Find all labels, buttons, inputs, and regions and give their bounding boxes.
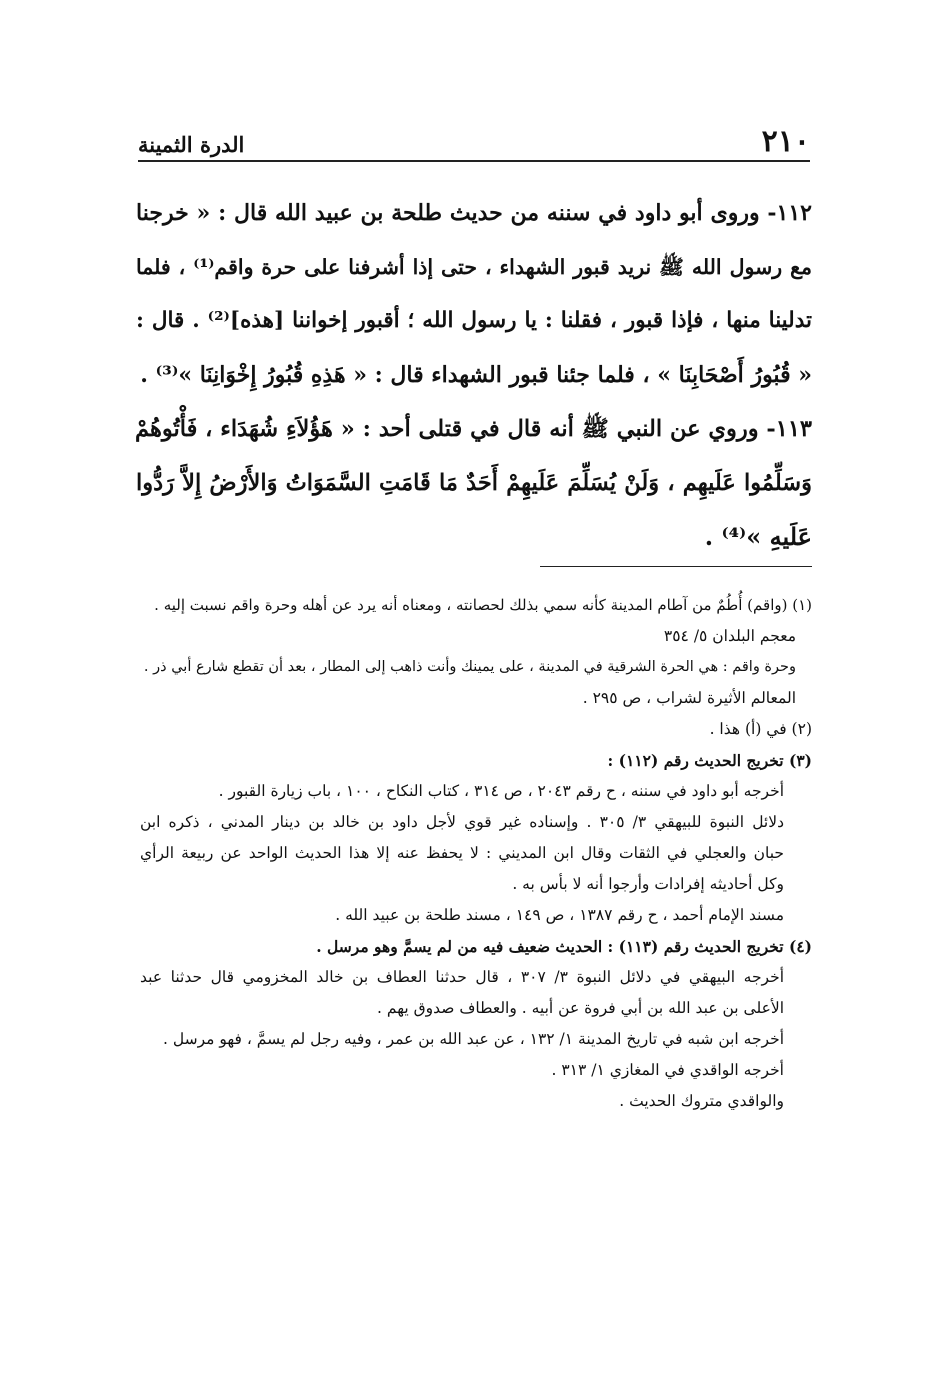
footnote-line: (٢) في (أ) هذا . [709,720,812,738]
footnote-line: حبان والعجلي في الثقات وقال ابن المديني : لا يحفظ عنه إلا هذا الحديث الواحد عن ربيعة الرأي [140,844,784,862]
main-line: « قُبُورُ أَصْحَابِنَا » ، فلما جئنا قبور الشهداء قال : « هَذِهِ قُبُورُ إِخْوَانِنَا »⁽³⁾ . [140,362,812,388]
main-line: ١١٣- وروي عن النبي ﷺ أنه قال في قتلى أحد : « هَؤُلاَءِ شُهَدَاء ، فَأْتُوهُمْ [135,416,812,442]
footnote-line: أخرجه ابن شبه في تاريخ المدينة ١/ ١٣٢ ، عن عبد الله بن عمر ، وفيه رجل لم يسمَّ ، فهو مرسل . [163,1030,784,1048]
footnote-line: المعالم الأثيرة لشراب ، ص ٢٩٥ . [582,689,796,707]
footnote-line: (٤) تخريج الحديث رقم (١١٣) : الحديث ضعيف فيه من لم يسمَّ وهو مرسل . [316,937,812,956]
footnote-line: الأعلى بن عبد الله بن أبي فروة عن أبيه . والعطاف صدوق يهم . [377,999,784,1017]
book-title: الدرة الثمينة [138,132,245,157]
main-line: مع رسول الله ﷺ نريد قبور الشهداء ، حتى إذا أشرفنا على حرة واقم⁽¹⁾ ، فلما [136,255,812,279]
footnote-line: والواقدي متروك الحديث . [619,1092,784,1110]
footnote-line: وكل أحاديثه إفرادات وأرجوا أنه لا بأس به . [512,875,784,893]
page-header [138,118,810,162]
footnote-line: مسند الإمام أحمد ، ح رقم ١٣٨٧ ، ص ١٤٩ ، مسند طلحة بن عبيد الله . [335,906,784,924]
page-number: ٢١٠ [761,124,810,159]
footnote-line: (٣) تخريج الحديث رقم (١١٢) : [607,751,812,770]
main-text [136,186,812,564]
main-line: عَلَيهِ »⁽⁴⁾ . [704,522,812,551]
footnote-line: وحرة واقم : هي الحرة الشرقية في المدينة ، على يمينك وأنت ذاهب إلى المطار ، بعد أن تقطع شارع أبي ذر . [143,659,796,675]
footnotes [140,590,812,1117]
footnote-line: (١) (واقم) أُطُمٌ من آطام المدينة كأنه سمي بذلك لحصانته ، ومعناه أنه يرد عن أهله وحرة واقم نسبت إليه . [154,596,812,614]
main-line: ١١٢- وروى أبو داود في سننه من حديث طلحة بن عبيد الله قال : « خرجنا [136,200,812,226]
footnote-line: معجم البلدان ٥/ ٣٥٤ [663,627,796,645]
main-line: تدلينا منها ، فإذا قبور ، فقلنا : يا رسول الله ؛ أقبور إخواننا [هذه]⁽²⁾ . قال : [136,308,812,333]
footnote-separator [540,566,812,567]
footnote-line: أخرجه البيهقي في دلائل النبوة ٣/ ٣٠٧ ، قال حدثنا العطاف بن خالد المخزومي قال حدثنا عبد [140,968,785,986]
main-line: وَسَلِّمُوا عَلَيهِم ، وَلَنْ يُسَلِّمَ عَلَيهِمْ أَحَدٌ مَا قَامَتِ السَّمَوَاتُ وَالأَرْضُ إِلاَّ رَدُّوا [136,470,812,496]
footnote-line: أخرجه أبو داود في سننه ، ح رقم ٢٠٤٣ ، ص ٣١٤ ، كتاب النكاح ، ١٠٠ ، باب زيارة القبور . [218,782,784,800]
footnote-line: أخرجه الواقدي في المغازي ١/ ٣١٣ . [551,1061,784,1079]
footnote-line: دلائل النبوة للبيهقي ٣/ ٣٠٥ . وإسناده غير قوي لأجل داود بن خالد بن دينار المدني ، ذكره ابن [140,813,784,831]
